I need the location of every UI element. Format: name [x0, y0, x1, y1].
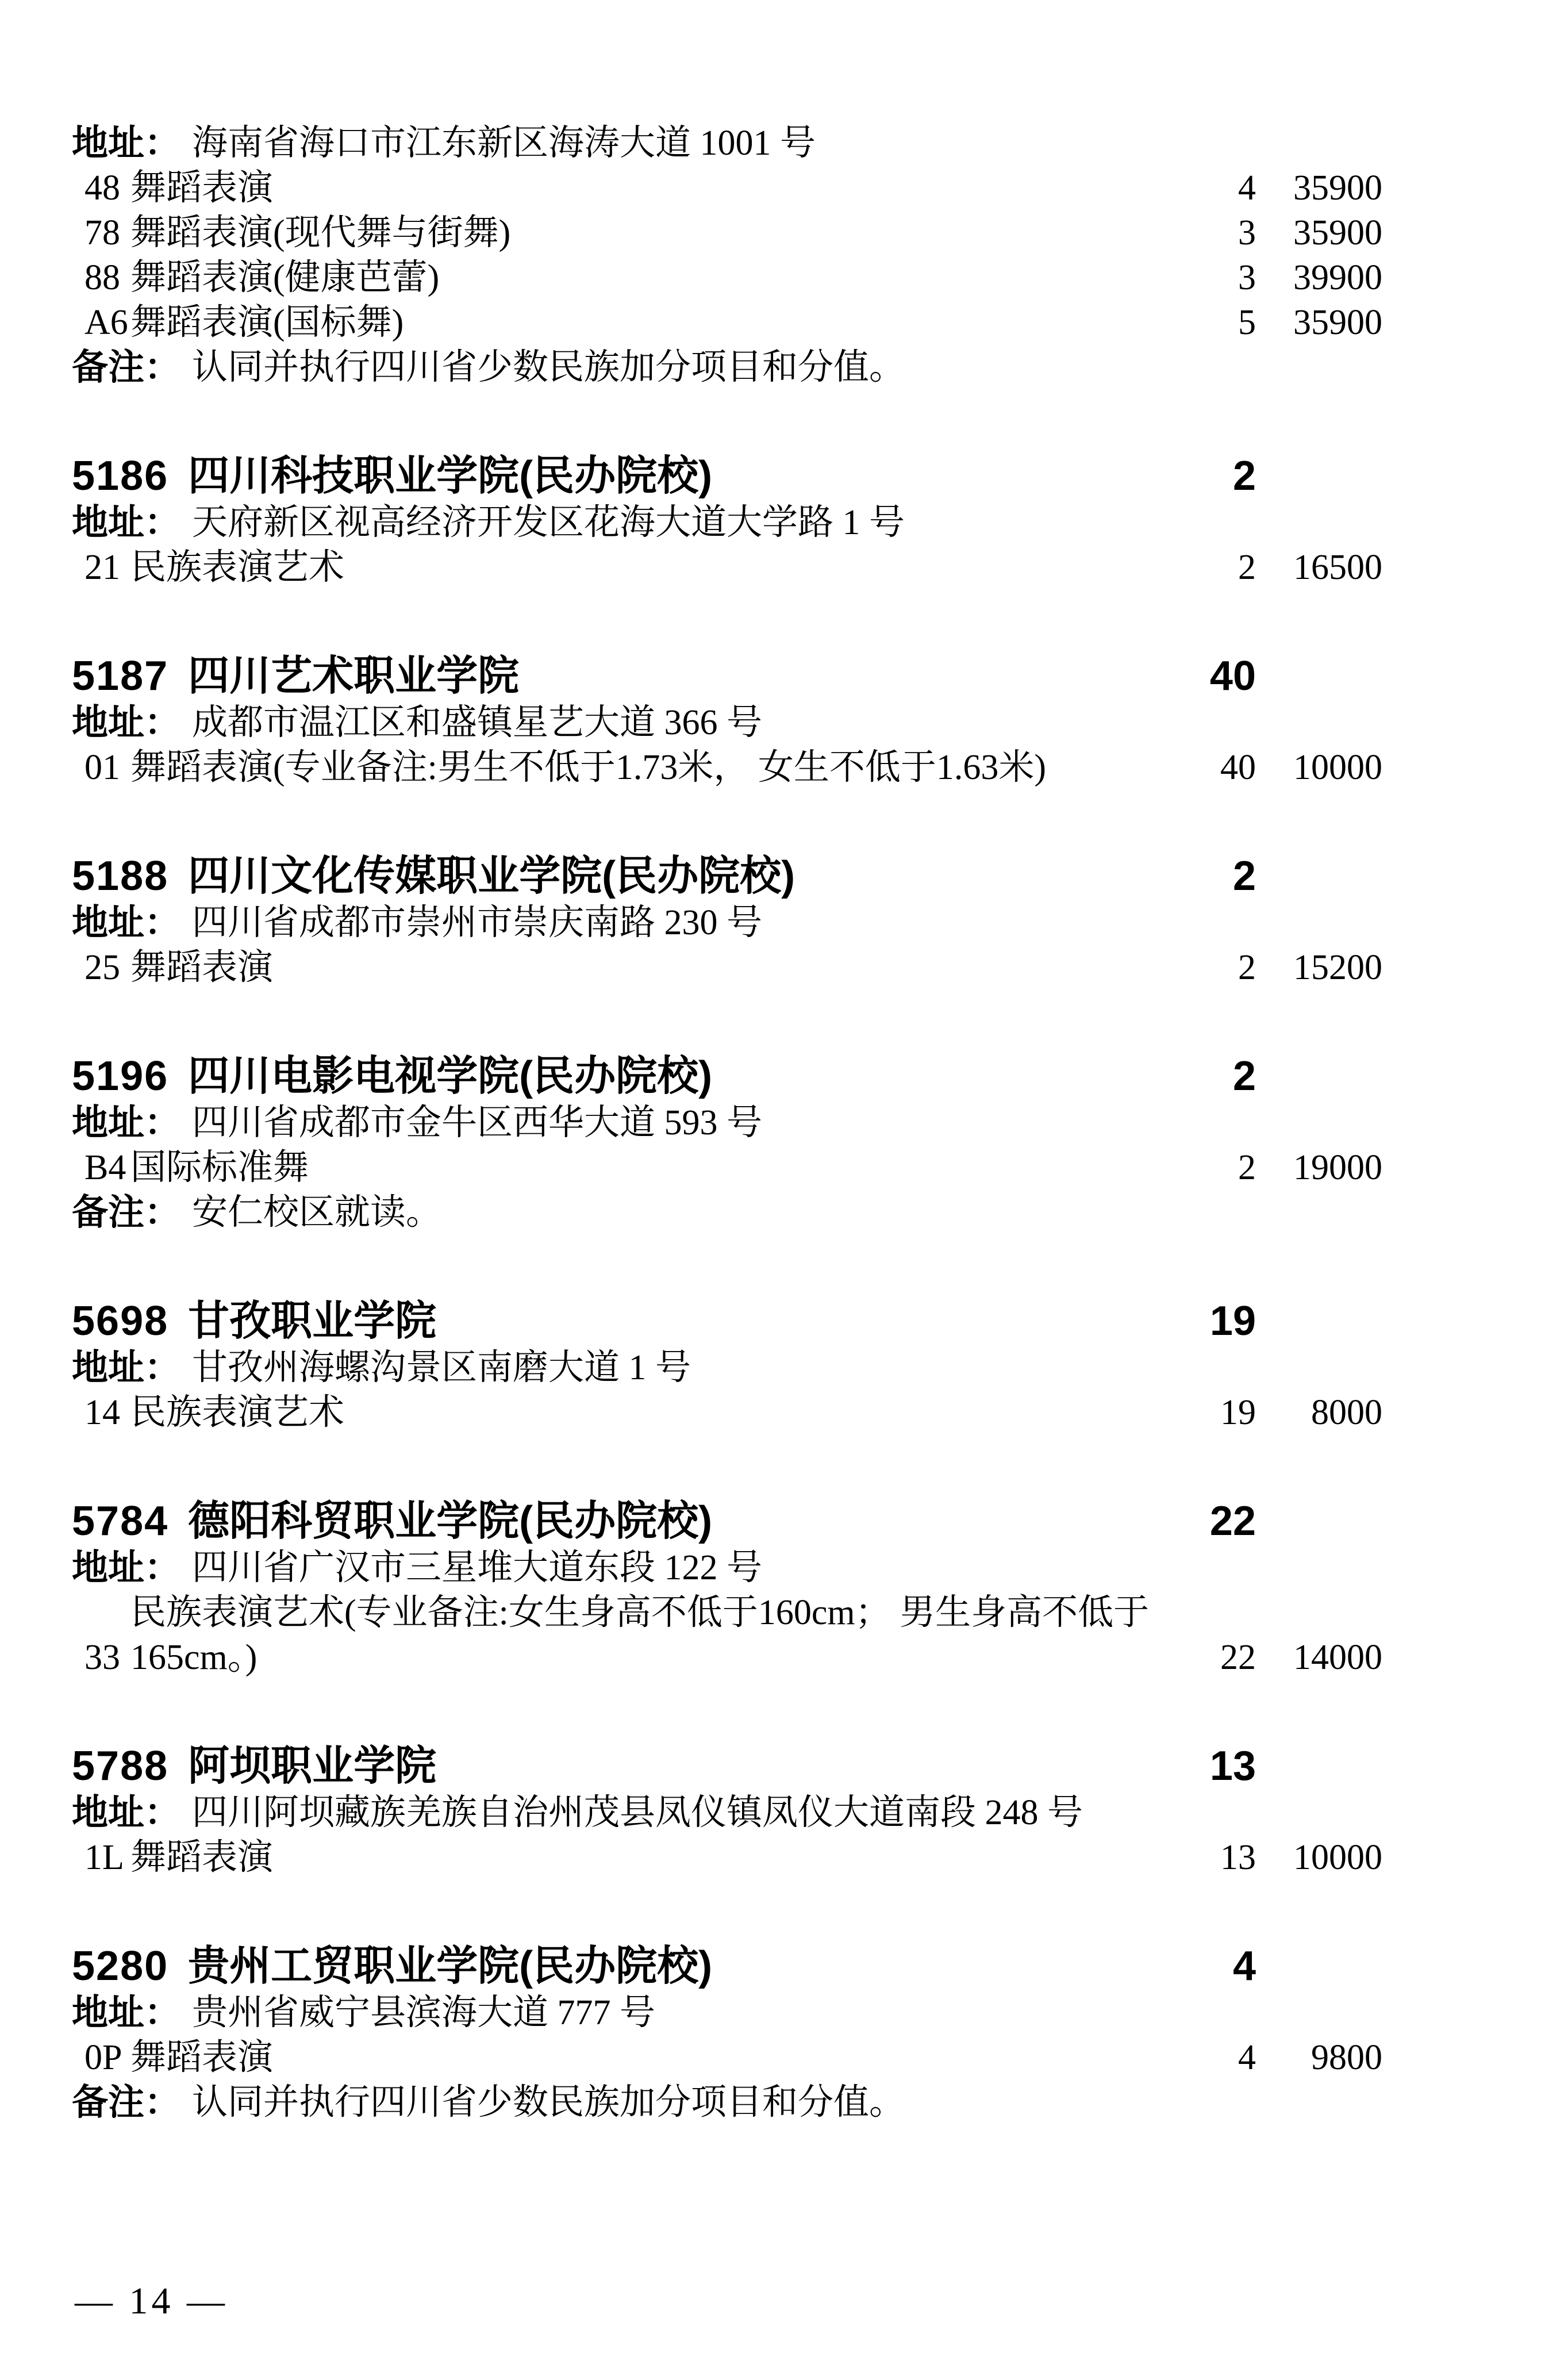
course-count: 3 — [1238, 213, 1256, 252]
school-count: 22 — [1209, 1498, 1256, 1544]
course-code: 88 — [84, 258, 120, 297]
address-row — [72, 1990, 1382, 2035]
course-fee: 19000 — [1293, 1148, 1382, 1187]
school-name: 四川艺术职业学院 — [188, 653, 520, 699]
course-row — [72, 300, 1382, 345]
remark-text: 认同并执行四川省少数民族加分项目和分值。 — [192, 2083, 905, 2122]
school-name: 德阳科贸职业学院(民办院校) — [188, 1498, 713, 1544]
school-title-row — [72, 1297, 1382, 1345]
school-code: 5188 — [72, 853, 169, 899]
address-row — [72, 500, 1382, 545]
course-row — [72, 1590, 1382, 1680]
course-fee: 16500 — [1293, 548, 1382, 587]
address-label: 地址： — [72, 703, 180, 743]
address-label: 地址： — [72, 123, 180, 163]
address-text: 四川省成都市崇州市崇庆南路 230 号 — [192, 903, 763, 942]
course-fee: 35900 — [1293, 168, 1382, 208]
course-code: 25 — [84, 948, 120, 987]
course-row — [72, 2035, 1382, 2080]
address-label: 地址： — [72, 1793, 180, 1833]
document-body — [72, 121, 1382, 2125]
course-fee: 8000 — [1311, 1393, 1382, 1432]
course-code: 14 — [84, 1393, 120, 1432]
address-row — [72, 1100, 1382, 1145]
school-title-row — [72, 1742, 1382, 1790]
remark-text: 认同并执行四川省少数民族加分项目和分值。 — [192, 348, 905, 387]
course-row — [72, 1145, 1382, 1190]
school-code: 5784 — [72, 1498, 169, 1544]
remark-label: 备注： — [72, 1192, 180, 1233]
course-count: 2 — [1238, 948, 1256, 987]
school-title-row — [72, 852, 1382, 900]
course-count: 40 — [1220, 748, 1256, 787]
remark-label: 备注： — [72, 347, 180, 387]
address-text: 成都市温江区和盛镇星艺大道 366 号 — [192, 703, 763, 742]
school-count: 2 — [1232, 853, 1256, 899]
school-name: 四川科技职业学院(民办院校) — [188, 453, 713, 499]
address-label: 地址： — [72, 903, 180, 943]
school-count: 4 — [1232, 1943, 1256, 1989]
school-title-row — [72, 1052, 1382, 1100]
course-count: 22 — [1220, 1638, 1256, 1677]
course-name: 舞蹈表演 — [130, 168, 274, 208]
address-row — [72, 121, 1382, 166]
course-count: 19 — [1220, 1393, 1256, 1432]
address-text: 天府新区视高经济开发区花海大道大学路 1 号 — [192, 503, 905, 542]
school-code: 5788 — [72, 1743, 169, 1789]
address-row — [72, 900, 1382, 945]
address-text: 四川省成都市金牛区西华大道 593 号 — [192, 1103, 763, 1142]
school-name: 四川文化传媒职业学院(民办院校) — [188, 853, 795, 899]
course-count: 3 — [1238, 258, 1256, 297]
school-title-row — [72, 652, 1382, 700]
course-name: 舞蹈表演(现代舞与街舞) — [130, 213, 511, 252]
course-code: 1L — [84, 1838, 124, 1877]
course-code: 01 — [84, 748, 120, 787]
course-name: 舞蹈表演 — [130, 2038, 274, 2077]
school-name: 四川电影电视学院(民办院校) — [188, 1053, 713, 1099]
course-name: 民族表演艺术(专业备注:女生身高不低于160cm； 男生身高不低于165cm。) — [130, 1593, 1150, 1677]
course-fee: 10000 — [1293, 1838, 1382, 1877]
course-row — [72, 166, 1382, 210]
course-count: 4 — [1238, 168, 1256, 208]
course-code: 21 — [84, 548, 120, 587]
address-label: 地址： — [72, 1548, 180, 1588]
address-text: 海南省海口市江东新区海涛大道 1001 号 — [192, 124, 816, 163]
course-name: 民族表演艺术 — [130, 1393, 345, 1432]
course-fee: 35900 — [1293, 303, 1382, 342]
course-row — [72, 210, 1382, 255]
course-code: 48 — [84, 168, 120, 208]
course-count: 13 — [1220, 1838, 1256, 1877]
school-code: 5187 — [72, 653, 169, 699]
address-label: 地址： — [72, 502, 180, 543]
school-code: 5280 — [72, 1943, 169, 1989]
course-fee: 15200 — [1293, 948, 1382, 987]
address-row — [72, 1790, 1382, 1835]
course-fee: 35900 — [1293, 213, 1382, 252]
school-name: 阿坝职业学院 — [188, 1743, 437, 1789]
remark-row — [72, 1190, 1382, 1235]
address-row — [72, 700, 1382, 745]
course-row — [72, 1390, 1382, 1435]
course-count: 2 — [1238, 1148, 1256, 1187]
address-label: 地址： — [72, 1993, 180, 2033]
remark-row — [72, 2080, 1382, 2125]
course-row — [72, 255, 1382, 300]
course-row — [72, 945, 1382, 990]
course-name: 舞蹈表演(专业备注:男生不低于1.73米， 女生不低于1.63米) — [130, 748, 1047, 787]
course-name: 舞蹈表演(国标舞) — [130, 303, 404, 342]
course-code: 78 — [84, 213, 120, 252]
address-text: 贵州省威宁县滨海大道 777 号 — [192, 1993, 656, 2032]
course-name: 民族表演艺术 — [130, 548, 345, 587]
school-name: 贵州工贸职业学院(民办院校) — [188, 1943, 713, 1989]
course-name: 舞蹈表演 — [130, 1838, 274, 1877]
school-title-row — [72, 1497, 1382, 1545]
remark-text: 安仁校区就读。 — [192, 1193, 442, 1232]
course-code: A6 — [84, 303, 128, 342]
course-count: 5 — [1238, 303, 1256, 342]
school-count: 19 — [1209, 1298, 1256, 1344]
address-label: 地址： — [72, 1348, 180, 1388]
school-title-row — [72, 452, 1382, 500]
course-row — [72, 545, 1382, 590]
remark-label: 备注： — [72, 2082, 180, 2123]
course-name: 国际标准舞 — [130, 1148, 309, 1187]
course-row — [72, 745, 1382, 790]
course-name: 舞蹈表演(健康芭蕾) — [130, 258, 440, 297]
school-code: 5196 — [72, 1053, 169, 1099]
course-code: 0P — [84, 2038, 122, 2077]
course-fee: 39900 — [1293, 258, 1382, 297]
school-code: 5698 — [72, 1298, 169, 1344]
school-count: 40 — [1209, 653, 1256, 699]
school-code: 5186 — [72, 453, 169, 499]
address-row — [72, 1345, 1382, 1390]
school-name: 甘孜职业学院 — [188, 1298, 437, 1344]
school-count: 13 — [1209, 1743, 1256, 1789]
address-text: 四川阿坝藏族羌族自治州茂县凤仪镇凤仪大道南段 248 号 — [192, 1793, 1083, 1832]
school-count: 2 — [1232, 453, 1256, 499]
address-label: 地址： — [72, 1103, 180, 1143]
course-row — [72, 1835, 1382, 1880]
remark-row — [72, 345, 1382, 390]
course-code: B4 — [84, 1148, 126, 1187]
course-count: 4 — [1238, 2038, 1256, 2077]
address-row — [72, 1545, 1382, 1590]
course-name: 舞蹈表演 — [130, 948, 274, 987]
course-fee: 9800 — [1311, 2038, 1382, 2077]
address-text: 甘孜州海螺沟景区南磨大道 1 号 — [192, 1348, 691, 1387]
address-text: 四川省广汉市三星堆大道东段 122 号 — [192, 1548, 763, 1587]
course-fee: 14000 — [1293, 1638, 1382, 1677]
course-count: 2 — [1238, 548, 1256, 587]
page-number: — 14 — — [75, 2280, 228, 2322]
school-count: 2 — [1232, 1053, 1256, 1099]
course-code: 33 — [84, 1638, 120, 1677]
course-fee: 10000 — [1293, 748, 1382, 787]
school-title-row — [72, 1942, 1382, 1990]
